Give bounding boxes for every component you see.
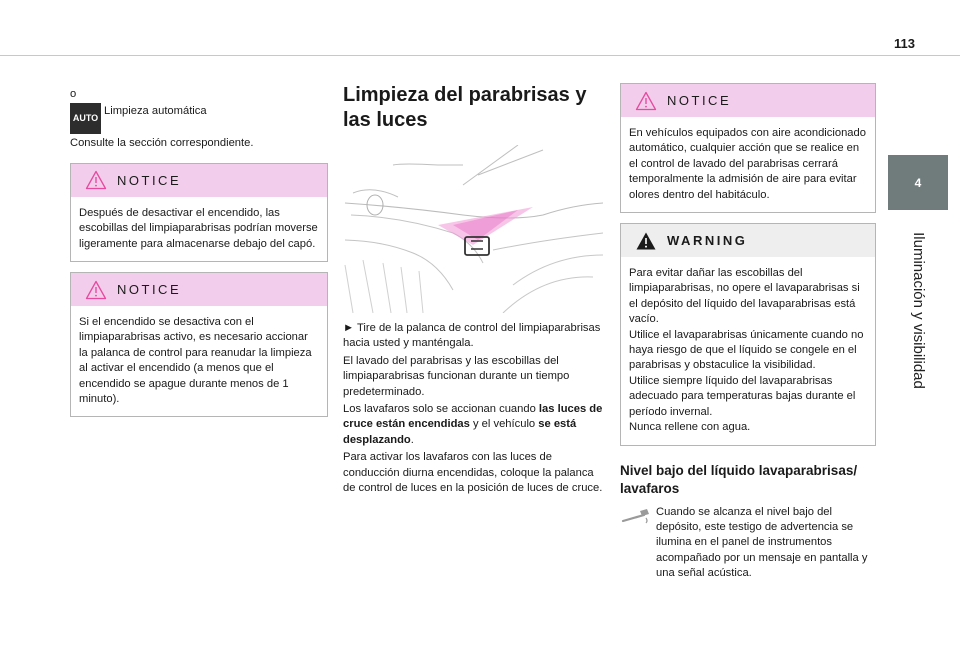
notice-title-2: NOTICE <box>117 281 182 297</box>
headlamp-wash-condition <box>343 402 603 448</box>
instruction-text: ► Tire de la palanca de control del limpiaparabrisas hacia usted y manténgala. <box>343 322 601 350</box>
washer-fluid-warning-icon <box>620 506 652 528</box>
wash-duration-text: El lavado del parabrisas y las escobillas del limpiaparabrisas funcionan durante un tiempo predeterminado. <box>343 354 570 398</box>
drl-wash-text: Para activar los lavafaros con las luces de conducción diurna encendidas, coloque la palanca de control de luces en la posición de luces de cruce. <box>343 451 603 495</box>
consult-text: Consulte la sección correspondiente. <box>70 137 254 150</box>
notice-header-1 <box>71 164 327 197</box>
notice-box-1 <box>70 163 328 262</box>
headlamp-washer-illustration <box>343 145 603 313</box>
column-right <box>620 83 876 582</box>
condition-text-c: y el vehículo <box>469 418 539 431</box>
warning-text-4: Nunca rellene con agua. <box>629 421 751 434</box>
notice-header-2 <box>71 273 327 306</box>
low-level-text: Cuando se alcanza el nivel bajo del depósito, este testigo de advertencia se ilumina en el panel de instrumentos acompañado por un mensaje en pantalla y una señal acústica. <box>656 505 868 580</box>
chapter-number: 4 <box>914 175 922 190</box>
notice-triangle-icon <box>635 91 657 111</box>
auto-wipe-row <box>70 103 328 134</box>
auto-badge-label: AUTO <box>72 113 99 124</box>
warning-text-1: Para evitar dañar las escobillas del limpiaparabrisas, no opere el lavaparabrisas si el depósito del líquido del lavaparabrisas está vacío. <box>629 267 860 326</box>
notice-box-2 <box>70 272 328 417</box>
top-divider <box>0 55 960 56</box>
warning-text-2: Utilice el lavaparabrisas únicamente cuando no haya riesgo de que el líquido se congele en el parabrisas y obstaculice la visibilidad. <box>629 328 864 372</box>
condition-text-e: . <box>410 433 414 446</box>
column-middle <box>343 83 603 496</box>
notice-title-1: NOTICE <box>117 172 182 188</box>
chapter-tab <box>888 155 948 210</box>
condition-dipped-beam: las luces de cruce están encendidas <box>343 403 603 431</box>
chapter-title: Iluminación y visibilidad <box>909 231 927 389</box>
auto-wipe-label: Limpieza automática <box>104 105 207 118</box>
notice-text-2: Si el encendido se desactiva con el limpiaparabrisas activo, es necesario accionar la palanca de control para reanudar la limpieza al activar el encendido (a menos que el encendido se apague durante menos de 1 minuto). <box>79 316 312 406</box>
notice-box-3 <box>620 83 876 213</box>
low-level-title: Nivel bajo del líquido lavaparabrisas/ lavafaros <box>620 462 858 496</box>
warning-title: WARNING <box>667 232 748 248</box>
condition-text-a: Los lavafaros solo se accionan cuando <box>343 403 539 416</box>
notice-triangle-icon <box>85 280 107 300</box>
notice-title-3: NOTICE <box>667 92 732 108</box>
warning-header <box>621 224 875 257</box>
chapter-title-vertical <box>888 215 948 405</box>
notice-text-3: En vehículos equipados con aire acondicionado automático, cualquier acción que se realice en el control de lavado del parabrisas cerrará temporalmente la admisión de aire para evitar olores dentro del habitáculo. <box>629 127 866 201</box>
condition-moving: se está desplazando <box>343 418 577 446</box>
low-level-row <box>620 505 876 582</box>
warning-text-3: Utilice siempre líquido del lavaparabrisas adecuado para temperaturas bajas durante el período invernal. <box>629 374 856 418</box>
notice-header-3 <box>621 84 875 117</box>
notice-text-1: Después de desactivar el encendido, las escobillas del limpiaparabrisas podrían moverse ligeramente para almacenarse debajo del capó. <box>79 206 318 250</box>
warning-box <box>620 223 876 445</box>
page-number: 113 <box>894 36 915 51</box>
section-title: Limpieza del parabrisas y las luces <box>343 84 587 131</box>
column-left <box>70 87 328 417</box>
notice-triangle-icon <box>85 170 107 190</box>
or-text: o <box>70 88 77 100</box>
auto-wipe-icon <box>70 103 101 134</box>
warning-triangle-icon <box>635 231 657 251</box>
